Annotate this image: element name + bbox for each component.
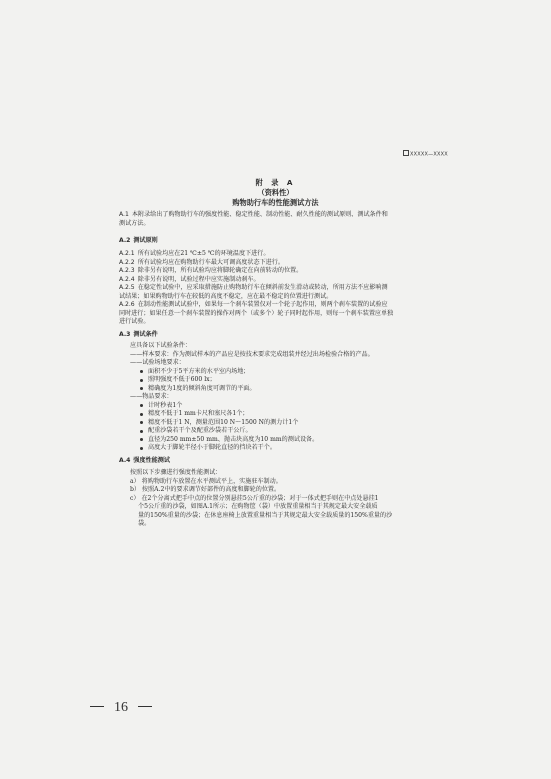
- clause-number: A.2: [119, 237, 131, 244]
- text-line: [148, 419, 298, 427]
- text-line: [119, 310, 393, 318]
- text-line: [130, 478, 282, 486]
- text-line: [119, 259, 284, 267]
- section-heading: [119, 331, 158, 339]
- text-line: [148, 444, 276, 452]
- clause-text: 所有试验均应在购物助行车最大可调高度状态下进行。: [137, 258, 284, 266]
- clause-number: A.2.2: [119, 258, 135, 266]
- clause-text: 所有试验均应在21 ℃±5 ℃的环境温度下进行。: [137, 250, 270, 257]
- text-line: [148, 368, 249, 376]
- text-line: [130, 486, 280, 494]
- text-line: [119, 318, 149, 326]
- text-line: [148, 385, 255, 393]
- clause-text: 计时秒表1个: [148, 401, 183, 409]
- clause-text: 进行试验。: [119, 318, 150, 325]
- clause-text: 按照以下步骤进行强度性能测试：: [130, 469, 222, 476]
- bullet-icon: [140, 421, 143, 424]
- text-line: [148, 402, 182, 410]
- clause-text: 应具备以下试验条件：: [130, 342, 191, 349]
- clause-text: 同时进行；如果任意一个刹车装置的操作对两个（或多个）轮子同时起作用，则每一个刹车装置应单独: [119, 309, 394, 317]
- bullet-icon: [140, 430, 143, 433]
- clause-text: 袋。: [138, 520, 151, 527]
- clause-text: ——试验场地要求：: [130, 359, 185, 366]
- clause-number: A.1: [119, 211, 129, 218]
- section-heading: [119, 237, 158, 245]
- clause-text: 精度不低于1 N，测量范围10 N～1500 N的测力计1个: [148, 418, 299, 426]
- clause-text: 精确度为1度的倾斜角度可调节的平面。: [148, 384, 256, 392]
- text-line: [119, 220, 149, 228]
- clause-text: 试结果；如果购物助行车在较低的高度不稳定，应在最不稳定的位置进行测试。: [119, 292, 333, 300]
- clause-number: A.2.4: [119, 275, 135, 283]
- text-line: [119, 293, 332, 301]
- text-line: [119, 267, 302, 275]
- clause-text: 个5公斤重的沙袋，如图A.1所示；在购物筐（袋）中放置重量相当于其规定最大安全载质: [138, 503, 378, 510]
- clause-text: 面积不少于5平方米的水平室内场地；: [148, 367, 250, 375]
- text-line: [130, 359, 185, 367]
- text-line: [148, 410, 248, 418]
- text-line: [138, 503, 378, 511]
- clause-number: A.2.1: [119, 250, 135, 257]
- clause-number: A.4: [119, 457, 131, 464]
- clause-text: 在制动性能测试试验中，如果每一个刹车装置仅对一个轮子起作用，则两个刹车装置的试验应: [137, 301, 388, 308]
- text-line: [119, 276, 260, 284]
- clause-text: c） 在2个分离式把手中点的位置分别悬挂5公斤重的沙袋；对于一体式把手则在中点处悬挂1: [130, 494, 379, 502]
- clause-number: A.2.3: [119, 267, 135, 274]
- clause-text: 量的150%重量的沙袋；在休息座椅上放置重量相当于其规定最大安全载质量的150%重量的沙: [138, 511, 393, 519]
- text-line: [148, 436, 318, 444]
- text-line: [119, 211, 388, 219]
- annex-type: （资料性）: [257, 188, 294, 197]
- bullet-icon: [140, 379, 143, 382]
- text-line: [138, 512, 392, 520]
- section-heading: [119, 457, 170, 465]
- clause-text: ——样本要求：作为测试样本的产品应是按技术要求完成组装并经过出场检验合格的产品。: [130, 350, 374, 358]
- clause-number: A.2.5: [119, 284, 135, 291]
- text-line: [130, 393, 173, 401]
- bullet-icon: [140, 404, 143, 407]
- clause-text: b） 按照A.2中的要求调节好部件的高度和脚轮的位置。: [130, 486, 281, 493]
- text-line: [119, 284, 388, 292]
- clause-text: ——物品要求：: [130, 393, 173, 400]
- text-line: [119, 250, 269, 258]
- clause-text: 测试原则: [133, 237, 158, 244]
- annex-heading: [0, 178, 551, 208]
- text-line: [148, 376, 216, 384]
- clause-text: 在稳定性试验中，应采取措施防止购物助行车在倾斜前发生滑动或转动，所用方法不应影响测: [137, 284, 388, 291]
- text-line: [148, 427, 252, 435]
- bullet-icon: [140, 370, 143, 373]
- clause-text: 精度不低于1 mm卡尺和塞尺各1个；: [148, 410, 249, 417]
- clause-text: 照明强度不低于600 lx；: [148, 376, 216, 383]
- text-line: [130, 342, 191, 350]
- bullet-icon: [140, 413, 143, 416]
- clause-number: A.3: [119, 331, 131, 338]
- clause-text: 除非另有说明，所有试验均应将脚轮确定在向前转动的位置。: [137, 267, 303, 274]
- clause-text: 测试条件: [133, 331, 158, 338]
- bullet-icon: [140, 387, 143, 390]
- bullet-icon: [140, 438, 143, 441]
- bullet-icon: [140, 447, 143, 450]
- checkbox-icon: [403, 150, 409, 156]
- doc-number: XXXXX—XXXX: [403, 150, 448, 158]
- text-line: [130, 351, 374, 359]
- text-line: [119, 301, 388, 309]
- page-number: 16: [80, 700, 162, 716]
- text-line: [138, 520, 150, 528]
- annex-label: 附 录 A: [255, 178, 296, 187]
- clause-text: 直径为250 mm±50 mm、抛击块高度为10 mm的测试设备。: [148, 435, 319, 443]
- clause-text: 本附录给出了购物助行车的强度性能、稳定性能、制动性能、耐久性能的测试原则、测试条件和: [131, 211, 388, 218]
- clause-text: 测试方法。: [119, 220, 150, 227]
- clause-text: 强度性能测试: [133, 457, 170, 464]
- clause-text: 配重沙袋若干个及配重沙袋若干公斤。: [148, 427, 252, 434]
- clause-number: A.2.6: [119, 301, 135, 308]
- clause-text: a） 将购物助行车放置在水平测试平上，实施驻车制动。: [130, 477, 282, 485]
- text-line: [130, 469, 221, 477]
- text-line: [130, 495, 379, 503]
- clause-text: 除非另有说明，试验过程中应实施制动刹车。: [137, 275, 260, 283]
- clause-text: 高度大于脚轮半径小于脚轮直径的挡块若干个。: [148, 444, 276, 451]
- annex-title: 购物助行车的性能测试方法: [232, 198, 319, 207]
